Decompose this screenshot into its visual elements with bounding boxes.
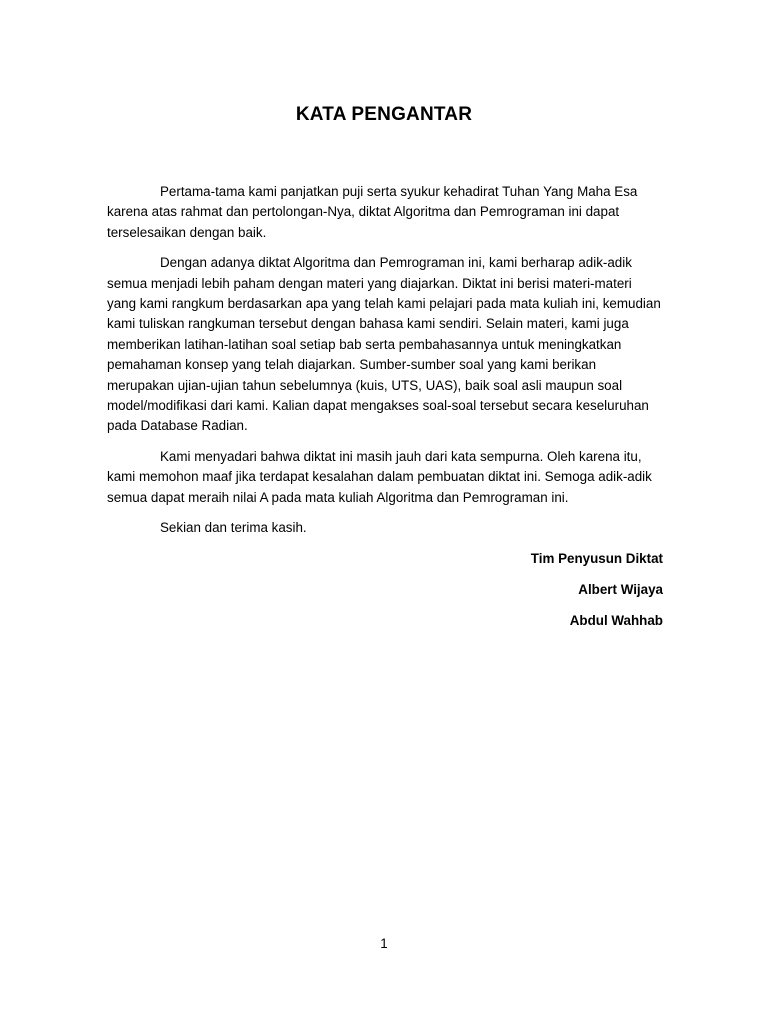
signature-author-2: Abdul Wahhab bbox=[569, 612, 663, 628]
signature-author-1: Albert Wijaya bbox=[578, 581, 663, 597]
paragraph-1: Pertama-tama kami panjatkan puji serta syukur kehadirat Tuhan Yang Maha Esa karena atas rahmat dan pertolongan-Nya, diktat Algoritma dan Pemrograman ini dapat terselesaikan dengan baik. bbox=[107, 184, 638, 240]
paragraph-3: Kami menyadari bahwa diktat ini masih jauh dari kata sempurna. Oleh karena itu, kami memohon maaf jika terdapat kesalahan dalam pembuatan diktat ini. Semoga adik-adik semua dapat meraih nilai A pada mata kuliah Algoritma dan Pemrograman ini. bbox=[107, 448, 652, 505]
page-title: KATA PENGANTAR bbox=[295, 104, 473, 125]
closing-line: Sekian dan terima kasih. bbox=[160, 520, 307, 536]
signature-team: Tim Penyusun Diktat bbox=[530, 550, 663, 566]
page-number: 1 bbox=[380, 936, 388, 951]
paragraph-2: Dengan adanya diktat Algoritma dan Pemrograman ini, kami berharap adik-adik semua menjadi lebih paham dengan materi yang diajarkan. Diktat ini berisi materi-materi yang kami rangkum berdasarkan apa yang telah kami pelajari pada mata kuliah ini, kemudian kami tuliskan rangkuman tersebut dengan bahasa kami sendiri. Selain materi, kami juga memberikan latihan-latihan soal setiap bab serta pembahasannya untuk meningkatkan pemahaman konsep yang telah diajarkan. Sumber-sumber soal yang kami berikan merupakan ujian-ujian tahun sebelumnya (kuis, UTS, UAS), baik soal asli maupun soal model/modifikasi dari kami. Kalian dapat mengakses soal-soal tersebut secara keseluruhan pada Database Radian. bbox=[107, 255, 661, 434]
document-body bbox=[107, 182, 663, 631]
